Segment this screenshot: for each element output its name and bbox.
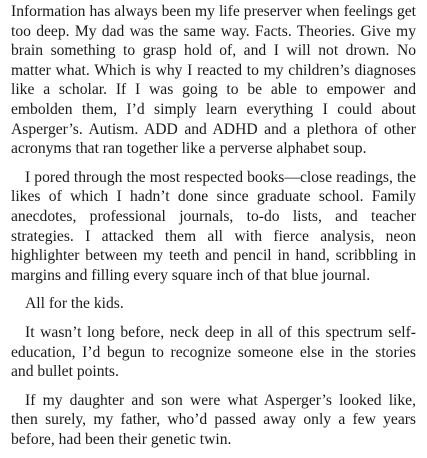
- paragraph-5: If my daughter and son were what Asperger’s looked like, then surely, my father, who’d passed away only a few years before, had been their genetic twin.: [11, 391, 416, 448]
- paragraph-2: I pored through the most respected books—close readings, the likes of which I hadn’t done since graduate school. Family anecdotes, professional journals, to-do lists, and teacher strategies. I attacked them all with fierce analysis, neon highlighter between my teeth and pencil in hand, scribbling in margins and filling every square inch of that blue journal.: [11, 168, 416, 284]
- paragraph-4: It wasn’t long before, neck deep in all of this spectrum self-education, I’d begun to recognize someone else in the stories and bullet points.: [11, 323, 416, 381]
- paragraph-1: Information has always been my life preserver when feelings get too deep. My dad was the same way. Facts. Theories. Give my brain something to grasp hold of, and I will not drown. No matter what. Which is why I reacted to my children’s diagnoses like a scholar. If I was going to be able to empower and embolden them, I’d simply learn everything I could about Asperger’s. Autism. ADD and ADHD and a plethora of other acronyms that ran together like a perverse alphabet soup.: [11, 3, 416, 158]
- book-page: [11, 2, 416, 458]
- paragraph-3: All for the kids.: [25, 295, 124, 313]
